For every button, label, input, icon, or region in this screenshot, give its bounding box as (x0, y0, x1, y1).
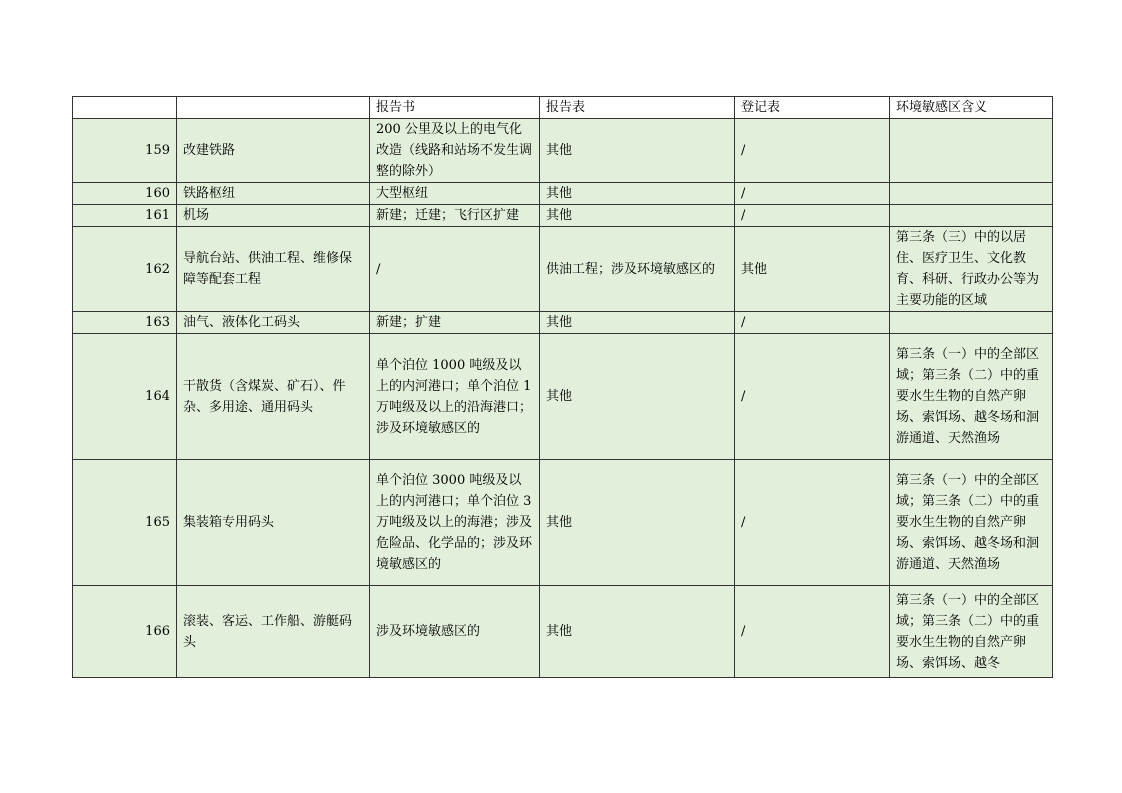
registration-criteria: / (735, 183, 890, 205)
table-row (73, 119, 1053, 183)
sensitive-area-definition (890, 119, 1053, 183)
report-form-criteria: 供油工程；涉及环境敏感区的 (540, 227, 735, 312)
table-header-row (73, 97, 1053, 119)
project-category: 铁路枢纽 (177, 183, 370, 205)
row-number: 161 (73, 205, 177, 227)
registration-criteria: 其他 (735, 227, 890, 312)
report-book-criteria: 涉及环境敏感区的 (370, 586, 540, 678)
report-book-criteria: 新建；扩建 (370, 312, 540, 334)
row-number: 165 (73, 460, 177, 586)
report-form-criteria: 其他 (540, 205, 735, 227)
project-category: 机场 (177, 205, 370, 227)
header-cell-project (177, 97, 370, 119)
row-number: 162 (73, 227, 177, 312)
report-form-criteria: 其他 (540, 460, 735, 586)
project-category: 改建铁路 (177, 119, 370, 183)
report-book-criteria: 单个泊位 3000 吨级及以上的内河港口；单个泊位 3 万吨级及以上的海港；涉及危险品、化学品的；涉及环境敏感区的 (370, 460, 540, 586)
registration-criteria: / (735, 586, 890, 678)
project-category: 滚装、客运、工作船、游艇码头 (177, 586, 370, 678)
registration-criteria: / (735, 119, 890, 183)
report-form-criteria: 其他 (540, 312, 735, 334)
report-book-criteria: 200 公里及以上的电气化改造（线路和站场不发生调整的除外） (370, 119, 540, 183)
project-category: 油气、液体化工码头 (177, 312, 370, 334)
table-row (73, 227, 1053, 312)
report-book-criteria: / (370, 227, 540, 312)
sensitive-area-definition (890, 312, 1053, 334)
table-row (73, 183, 1053, 205)
report-form-criteria: 其他 (540, 334, 735, 460)
table-row (73, 460, 1053, 586)
project-category: 集装箱专用码头 (177, 460, 370, 586)
report-book-criteria: 新建；迁建；飞行区扩建 (370, 205, 540, 227)
eia-classification-table (72, 96, 1053, 678)
sensitive-area-definition (890, 205, 1053, 227)
header-cell-number (73, 97, 177, 119)
row-number: 160 (73, 183, 177, 205)
sensitive-area-definition: 第三条（一）中的全部区域；第三条（二）中的重要水生生物的自然产卵场、索饵场、越冬 (890, 586, 1053, 678)
sensitive-area-definition: 第三条（三）中的以居住、医疗卫生、文化教育、科研、行政办公等为主要功能的区域 (890, 227, 1053, 312)
sensitive-area-definition (890, 183, 1053, 205)
registration-criteria: / (735, 460, 890, 586)
project-category: 导航台站、供油工程、维修保障等配套工程 (177, 227, 370, 312)
row-number: 163 (73, 312, 177, 334)
registration-criteria: / (735, 334, 890, 460)
row-number: 159 (73, 119, 177, 183)
report-book-criteria: 单个泊位 1000 吨级及以上的内河港口；单个泊位 1 万吨级及以上的沿海港口；涉及环境敏感区的 (370, 334, 540, 460)
report-book-criteria: 大型枢纽 (370, 183, 540, 205)
report-form-criteria: 其他 (540, 586, 735, 678)
sensitive-area-definition: 第三条（一）中的全部区域；第三条（二）中的重要水生生物的自然产卵场、索饵场、越冬场和洄游通道、天然渔场 (890, 334, 1053, 460)
header-cell-register: 登记表 (735, 97, 890, 119)
registration-criteria: / (735, 205, 890, 227)
header-cell-report: 报告书 (370, 97, 540, 119)
table-row (73, 312, 1053, 334)
sensitive-area-definition: 第三条（一）中的全部区域；第三条（二）中的重要水生生物的自然产卵场、索饵场、越冬场和洄游通道、天然渔场 (890, 460, 1053, 586)
header-cell-form: 报告表 (540, 97, 735, 119)
registration-criteria: / (735, 312, 890, 334)
table-row (73, 334, 1053, 460)
project-category: 干散货（含煤炭、矿石）、件杂、多用途、通用码头 (177, 334, 370, 460)
report-form-criteria: 其他 (540, 119, 735, 183)
table-row (73, 205, 1053, 227)
row-number: 164 (73, 334, 177, 460)
header-cell-sensitive: 环境敏感区含义 (890, 97, 1053, 119)
row-number: 166 (73, 586, 177, 678)
report-form-criteria: 其他 (540, 183, 735, 205)
table-row (73, 586, 1053, 678)
